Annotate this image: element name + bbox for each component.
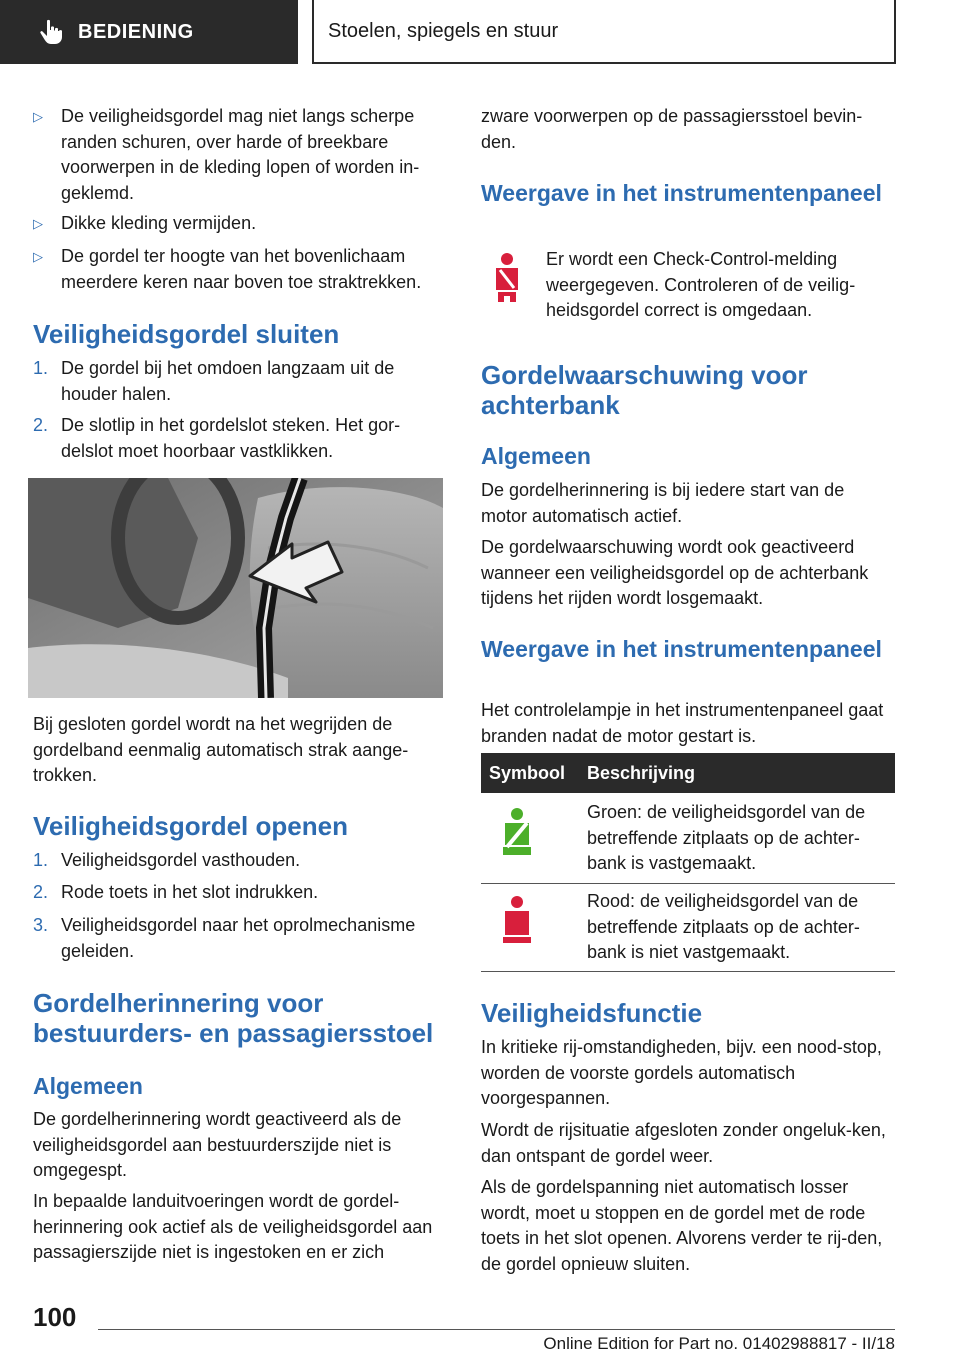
triangle-bullet-icon: ▷ — [33, 216, 43, 231]
continued-paragraph: zware voorwerpen op de passagiersstoel bevin-den. — [481, 106, 863, 152]
step-number: 2. — [33, 882, 49, 902]
safety-paragraph-2: Wordt de rijsituatie afgesloten zonder ongeluk-ken, dan ontspant de gordel weer. — [481, 1120, 886, 1166]
table-row — [481, 887, 895, 971]
chapter-title: Stoelen, spiegels en stuur — [328, 19, 559, 42]
general-paragraph-2: In bepaalde landuitvoeringen wordt de gordel-herinnering ook actief als de veiligheidsgordel aan passagierszijde niet is ingestoken en er zich — [33, 1191, 433, 1262]
seat-photo — [28, 478, 443, 698]
list-item: 1. De gordel bij het omdoen langzaam uit de houder halen. — [33, 358, 395, 404]
safety-paragraph-3: Als de gordelspanning niet automatisch losser wordt, moet u stoppen en de gordel met de rode toets in het slot openen. Alvorens verder te rij-den, de gordel opnieuw sluiten. — [481, 1177, 883, 1274]
rear-display-text: Het controlelampje in het instrumentenpaneel gaat branden nadat de motor gestart is. — [481, 700, 884, 746]
table-cell-description: Groen: de veiligheidsgordel van de betreffende zitplaats op de achter-bank is vastgemaakt. — [587, 802, 866, 873]
triangle-bullet-icon: ▷ — [33, 109, 43, 124]
list-item: ▷ De veiligheidsgordel mag niet langs scherpe randen schuren, over harde of breekbare voorwerpen in de kleding lopen of worden in-geklemd. — [33, 106, 420, 203]
heading-rear-general: Algemeen — [481, 443, 591, 469]
step-number: 3. — [33, 915, 49, 935]
heading-safety: Veiligheidsfunctie — [481, 998, 703, 1028]
list-item: 3. Veiligheidsgordel naar het oprolmechanisme geleiden. — [33, 915, 416, 961]
table-header — [481, 753, 895, 793]
heading-open-belt: Veiligheidsgordel openen — [33, 811, 348, 841]
list-item: ▷ Dikke kleding vermijden. — [33, 211, 443, 237]
list-item: 2. De slotlip in het gordelslot steken. Het gor-delslot moet hoorbaar vastklikken. — [33, 415, 401, 461]
footer-divider — [98, 1329, 895, 1330]
rear-paragraph-2: De gordelwaarschuwing wordt ook geactiveerd wanneer een veiligheidsgordel op de achterbank tijdens het rijden wordt losgemaakt. — [481, 537, 869, 608]
table-divider — [481, 883, 895, 884]
triangle-bullet-icon: ▷ — [33, 249, 43, 264]
section-tab — [0, 0, 298, 64]
heading-general: Algemeen — [33, 1073, 143, 1099]
display-text: Er wordt een Check-Control-melding weergegeven. Controleren of de veilig-heidsgordel correct is omgedaan. — [546, 249, 856, 320]
seatbelt-illustration — [28, 478, 443, 698]
table-divider — [481, 971, 895, 972]
seatbelt-unfastened-icon — [499, 895, 535, 945]
heading-rear-display: Weergave in het instrumentenpaneel — [481, 636, 882, 662]
list-item: ▷ De gordel ter hoogte van het bovenlichaam meerdere keren naar boven toe straktrekken. — [33, 246, 422, 292]
column-header-description: Beschrijving — [587, 763, 696, 783]
seatbelt-warning-icon — [492, 252, 522, 304]
hand-touch-icon — [36, 17, 66, 47]
step-number: 2. — [33, 415, 49, 435]
general-paragraph-1: De gordelherinnering wordt geactiveerd als de veiligheidsgordel aan bestuurderszijde niet is omgegespt. — [33, 1109, 402, 1180]
photo-caption: Bij gesloten gordel wordt na het wegrijden de gordelband eenmalig automatisch strak aange-trokken. — [33, 714, 409, 785]
section-title: BEDIENING — [78, 20, 194, 43]
heading-display: Weergave in het instrumentenpaneel — [481, 180, 882, 206]
step-number: 1. — [33, 850, 49, 870]
list-item: 1. Veiligheidsgordel vasthouden. — [33, 848, 443, 874]
seatbelt-fastened-icon — [499, 807, 535, 857]
page-header — [0, 0, 960, 66]
page-number: 100 — [33, 1302, 77, 1332]
step-number: 1. — [33, 358, 49, 378]
edition-text: Online Edition for Part no. 01402988817 - II/18 — [543, 1334, 895, 1353]
chapter-box — [312, 0, 896, 64]
heading-belt-reminder: Gordelherinnering voor bestuurders- en passagiersstoel — [33, 988, 434, 1048]
safety-paragraph-1: In kritieke rij-omstandigheden, bijv. een nood-stop, worden de voorste gordels automatisch voorgespannen. — [481, 1037, 882, 1108]
list-item: 2. Rode toets in het slot indrukken. — [33, 880, 443, 906]
table-row — [481, 797, 895, 883]
heading-close-belt: Veiligheidsgordel sluiten — [33, 319, 340, 349]
heading-rear-warning: Gordelwaarschuwing voor achterbank — [481, 360, 808, 420]
rear-paragraph-1: De gordelherinnering is bij iedere start van de motor automatisch actief. — [481, 480, 845, 526]
column-header-symbol: Symbool — [489, 763, 566, 783]
table-cell-description: Rood: de veiligheidsgordel van de betreffende zitplaats op de achter-bank is niet vastgemaakt. — [587, 891, 860, 962]
